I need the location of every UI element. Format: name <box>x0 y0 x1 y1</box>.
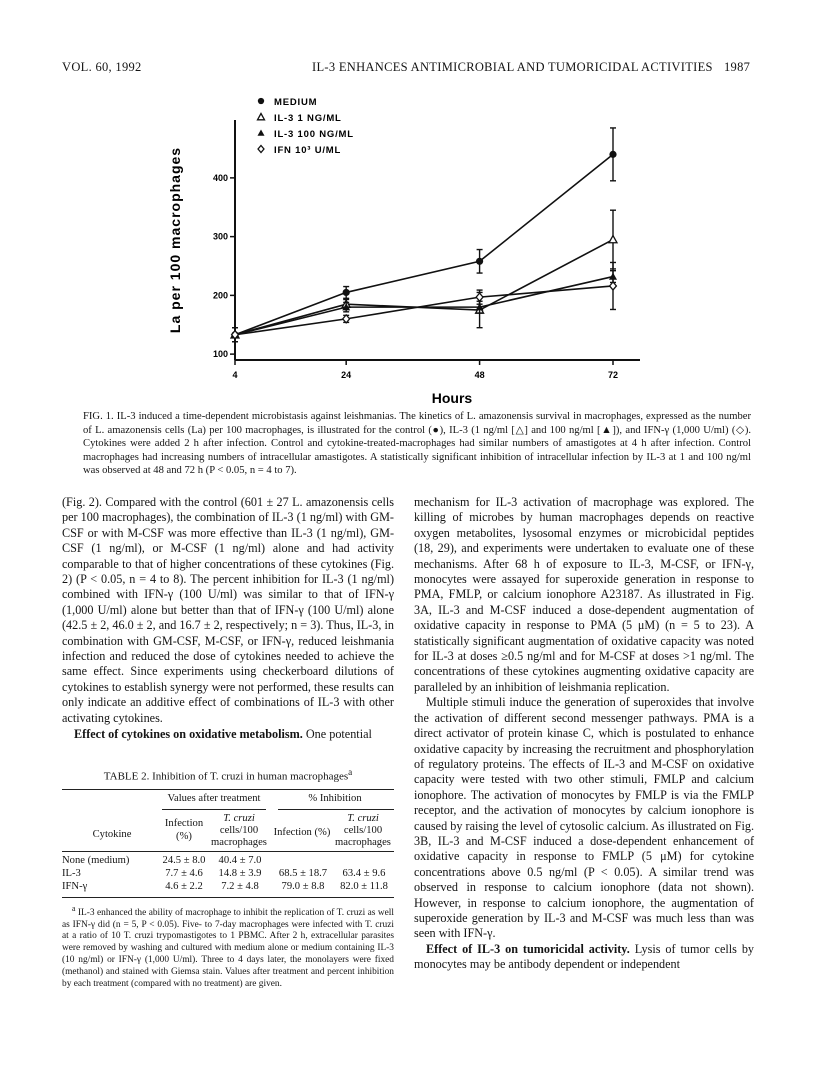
right-paragraph-3-text: Lysis of tumor cells by monocytes may be antibody dependent or independent <box>414 941 755 972</box>
table-title <box>62 767 394 783</box>
row-infection: 24.5 ± 8.0 <box>162 854 206 866</box>
data-point <box>609 236 617 243</box>
table-top-rule <box>62 789 394 790</box>
y-tick-label: 300 <box>212 231 228 242</box>
caption-label: FIG. 1. <box>83 411 114 422</box>
left-paragraph-2-text: One potential <box>305 727 372 742</box>
row-tcruzi: 14.8 ± 3.9 <box>218 867 262 879</box>
group-values-rule <box>162 809 266 810</box>
legend-label: IFN 10³ U/ML <box>274 145 342 156</box>
table-footnote <box>62 903 394 991</box>
x-tick-label: 48 <box>474 370 485 380</box>
right-paragraph-2: Multiple stimuli induce the generation of superoxides that involve the activation of different second messenger pathways. PMA is a direct activator of protein kinase C, which is postulated to enhance oxidative capacity by increasing the recruitment and phosphorylation of regulatory proteins. The effects of IL-3 and M-CSF on oxidative capacity were tested with two other stimuli, FMLP and calcium ionophore. The activation of monocytes by FMLP is via the FMLP receptor, and the activation of monocytes by calcium ionophore is caused by raising the level of cytosolic calcium. As illustrated on Fig. 3B, IL-3 and M-CSF induced a dose-dependent enhancement of oxidative capacity in response to FMLP (5 μM) for cytokine concentrations above 0.5 ng/ml (P < 0.05). A similar trend was observed in response to calcium ionophore (data not shown). However, in response to calcium ionophore, the augmentation of superoxide generation by IL-3 and M-CSF was much less than was seen with IFN-γ. <box>414 695 754 941</box>
table-2 <box>62 767 394 990</box>
row-pct-infection: 79.0 ± 8.8 <box>281 880 325 892</box>
left-paragraph-1: (Fig. 2). Compared with the control (601 ± 27 L. amazonensis cells per 100 macrophages), the combination of IL-3 (1 ng/ml) with GM-CSF or with M-CSF was more effective than IL-3 (1 ng/ml), GM-CSF (1 ng/ml), or M-CSF (1 ng/ml) alone and had activity comparable to that of higher concentrations of these cytokines (Fig. 2) (P < 0.05, n = 4 to 8). The percent inhibition for IL-3 (1 ng/ml) combined with IFN-γ (100 U/ml) was similar to that of IFN-γ (1,000 U/ml) alone but better than that of IFN-γ (100 U/ml) alone (42.5 ± 2, 46.0 ± 2, and 16.7 ± 2, respectively; n = 3). Thus, IL-3, in combination with GM-CSF, M-CSF, or IFN-γ, reduced leishmania infection and reduced the dose of cytokines needed to achieve the same effect. Since experiments using checkerboard dilutions of cytokines to establish synergy were not performed, these results can only indicate an additive effect of combinations of IL-3 with other activating cytokines. <box>62 495 394 725</box>
y-tick-label: 100 <box>212 349 228 360</box>
data-point <box>609 151 616 158</box>
tcruzi-line-3: macrophages <box>211 836 267 848</box>
section-heading-tumoricidal: Effect of IL-3 on tumoricidal activity. <box>426 941 630 956</box>
legend-marker <box>258 98 264 104</box>
right-paragraph-3 <box>414 942 754 973</box>
data-point <box>343 289 350 296</box>
section-heading-oxidative: Effect of cytokines on oxidative metabolism. <box>74 727 303 742</box>
left-paragraph-2 <box>62 727 394 742</box>
y-tick-label: 400 <box>212 172 228 183</box>
row-pct-infection: 68.5 ± 18.7 <box>278 867 328 879</box>
row-name: None (medium) <box>62 854 130 866</box>
data-point <box>610 282 617 290</box>
data-point <box>476 258 483 265</box>
row-tcruzi: 7.2 ± 4.8 <box>221 880 259 892</box>
x-tick-label: 4 <box>232 370 238 380</box>
legend-label: MEDIUM <box>274 97 318 108</box>
legend-label: IL-3 100 NG/ML <box>274 129 354 140</box>
legend-label: IL-3 1 NG/ML <box>274 113 342 124</box>
row-tcruzi: 40.4 ± 7.0 <box>218 854 262 866</box>
right-paragraph-1: mechanism for IL-3 activation of macrophage was explored. The killing of microbes by human macrophages depends on reactive oxygen metabolites, lysosomal enzymes or microbicidal peptides (18, 29), and experiments were undertaken to evaluate one of these mechanisms. After 68 h of exposure to IL-3, M-CSF, or IFN-γ, monocytes were assayed for superoxide generation in response to PMA, FMLP, or calcium ionophore A23187. As illustrated in Fig. 3A, IL-3 and M-CSF induced a dose-dependent augmentation of oxidative capacity in response to PMA (5 μM) (n = 5 to 23). A statistically significant augmentation of oxidative capacity was noted for IL-3 at doses ≥0.5 ng/ml and for M-CSF at doses >1 ng/ml. The concentrations of these cytokines augmenting oxidative capacity are paralleled by an inhibition of leishmania replication. <box>414 495 754 694</box>
row-pct-tcruzi: 63.4 ± 9.6 <box>342 867 386 879</box>
series-line <box>235 286 613 335</box>
pct-tcruzi-line-1: T. cruzi <box>347 812 379 824</box>
page-number: 1987 <box>724 60 751 74</box>
row-name: IFN-γ <box>62 880 88 892</box>
tcruzi-line-2: cells/100 <box>219 824 259 836</box>
tcruzi-line-1: T. cruzi <box>223 812 255 824</box>
right-column <box>414 495 754 973</box>
chart-axes <box>235 120 640 360</box>
chart-series <box>231 128 617 342</box>
x-tick-label: 72 <box>607 370 619 380</box>
footnote-sup: a <box>72 903 76 913</box>
table-title-sup: a <box>348 767 353 777</box>
y-axis-label: La per 100 macrophages <box>167 146 183 334</box>
left-column <box>62 495 394 743</box>
y-tick-label: 200 <box>212 290 228 301</box>
table-title-text: TABLE 2. Inhibition of T. cruzi in human macrophages <box>103 770 349 783</box>
series-filled-circle <box>231 128 616 342</box>
legend-marker <box>258 130 265 136</box>
data-point <box>476 293 483 301</box>
legend-marker <box>258 114 265 120</box>
footnote-text: IL-3 enhanced the ability of macrophage to inhibit the replication of T. cruzi as well as IFN-γ did (n = 5, P < 0.05). Five- to 7-day macrophages were infected with T. cruzi at a ratio of 10 T. cruzi trypomastigotes to 1 PBMC. After 2 h, extracellular parasites were removed by washing and cultured with medium alone or medium containing IL-3 (10 ng/ml) or IFN-γ (1,000 U/ml). Three to 4 days later, the monolayers were fixed (methanol) and stained with Giemsa stain. Values after treatment and percent inhibition by each treatment (compared with no treatment) are given. <box>62 907 395 989</box>
col-group-inhibition: % Inhibition <box>308 792 362 804</box>
caption-text: IL-3 induced a time-dependent microbistasis against leishmanias. The kinetics of L. amazonensis survival in macrophages, expressed as the number of L. amazonensis cells (La) per 100 macrophages, is illustrated for the control (●), IL-3 (1 ng/ml [△] and 100 ng/ml [▲]), and IFN-γ (1,000 U/ml) (◇). Cytokines were added 2 h after infection. Control and cytokine-treated-macrophages had similar numbers of amastigotes at 4 h after infection. Control macrophages had increasing numbers of intracellular amastigotes. A statistically significant inhibition of intracellular infection by IL-3 at 1 and 100 ng/ml was observed at 48 and 72 h (P < 0.05, n = 4 to 7). <box>83 411 751 477</box>
col-header-pct-infection: Infection (%) <box>273 826 331 838</box>
group-inhibition-rule <box>278 809 394 810</box>
col-header-infection: Infection (%) <box>164 817 204 842</box>
col-header-cytokine: Cytokine <box>92 828 132 840</box>
row-name: IL-3 <box>62 867 81 879</box>
col-header-pct-tcruzi <box>332 813 394 849</box>
chart-legend <box>258 97 354 156</box>
row-infection: 4.6 ± 2.2 <box>165 880 203 892</box>
figure-1-chart <box>150 90 670 410</box>
table-bottom-rule <box>62 897 394 898</box>
figure-caption <box>83 410 751 478</box>
x-tick-label: 24 <box>341 370 352 380</box>
pct-tcruzi-line-2: cells/100 <box>343 824 383 836</box>
row-infection: 7.7 ± 4.6 <box>165 867 203 879</box>
pct-tcruzi-line-3: macrophages <box>335 836 391 848</box>
col-group-values: Values after treatment <box>167 792 261 804</box>
running-title: IL-3 ENHANCES ANTIMICROBIAL AND TUMORICIDAL ACTIVITIES <box>312 60 713 74</box>
volume-label: VOL. 60, 1992 <box>62 60 142 74</box>
data-point <box>343 315 350 323</box>
x-axis-label: Hours <box>431 390 473 406</box>
col-header-tcruzi <box>208 813 270 849</box>
table-body <box>62 789 394 899</box>
legend-marker <box>258 146 264 153</box>
row-pct-tcruzi: 82.0 ± 11.8 <box>340 880 388 892</box>
table-header-rule <box>62 851 394 852</box>
